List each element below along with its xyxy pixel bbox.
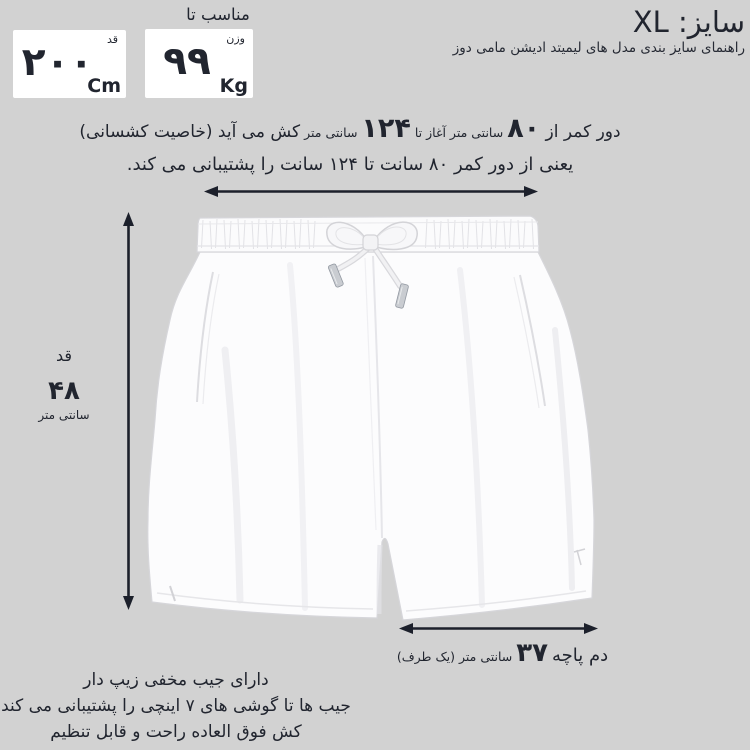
height-unit: Cm bbox=[87, 75, 121, 97]
page-title: سایز: XL bbox=[632, 5, 745, 39]
hem-label: دم پاچه bbox=[552, 645, 609, 666]
feature-item: جیب ها تا گوشی های ۷ اینچی را پشتیبانی می کند bbox=[1, 696, 351, 716]
waist-note-part1: دور کمر از bbox=[540, 122, 621, 142]
page-subtitle: راهنمای سایز بندی مدل های لیمیتد ادیشن مامی دوز bbox=[452, 40, 745, 56]
length-unit: سانتی متر bbox=[38, 408, 90, 422]
hem-value: ۳۷ bbox=[516, 638, 549, 668]
weight-label: وزن bbox=[226, 32, 245, 45]
fit-up-to-label: مناسب تا bbox=[186, 5, 250, 24]
waist-min-value: ۸۰ bbox=[507, 113, 541, 144]
header bbox=[453, 6, 745, 56]
waist-note-part4: کش می آید (خاصیت کشسانی) bbox=[79, 122, 301, 142]
waist-note-line1 bbox=[0, 112, 700, 150]
hem-measurement bbox=[385, 638, 620, 668]
waist-max-value: ۱۲۴ bbox=[361, 113, 411, 144]
feature-item: دارای جیب مخفی زیپ دار bbox=[83, 670, 269, 690]
weight-box bbox=[145, 29, 253, 98]
weight-unit: Kg bbox=[219, 75, 248, 97]
hem-unit: سانتی متر (یک طرف) bbox=[396, 649, 513, 664]
weight-value: ۹۹ bbox=[163, 39, 211, 84]
waist-width-arrow-icon bbox=[203, 185, 539, 198]
waist-note bbox=[0, 112, 700, 175]
height-value: ۲۰۰ bbox=[21, 40, 94, 85]
height-label: قد bbox=[106, 33, 118, 46]
waist-note-part3: سانتی متر bbox=[300, 125, 362, 140]
feature-item: کش فوق العاده راحت و قابل تنظیم bbox=[50, 722, 302, 742]
length-label: قد bbox=[55, 346, 73, 365]
length-measurement bbox=[14, 346, 114, 422]
height-box bbox=[13, 30, 126, 98]
waist-note-line2: یعنی از دور کمر ۸۰ سانت تا ۱۲۴ سانت را پشتیبانی می کند. bbox=[126, 154, 574, 175]
length-value: ۴۸ bbox=[48, 376, 80, 406]
waist-note-part2: سانتی متر آغاز تا bbox=[410, 125, 508, 140]
shorts-image bbox=[130, 200, 610, 630]
feature-list bbox=[0, 667, 352, 745]
